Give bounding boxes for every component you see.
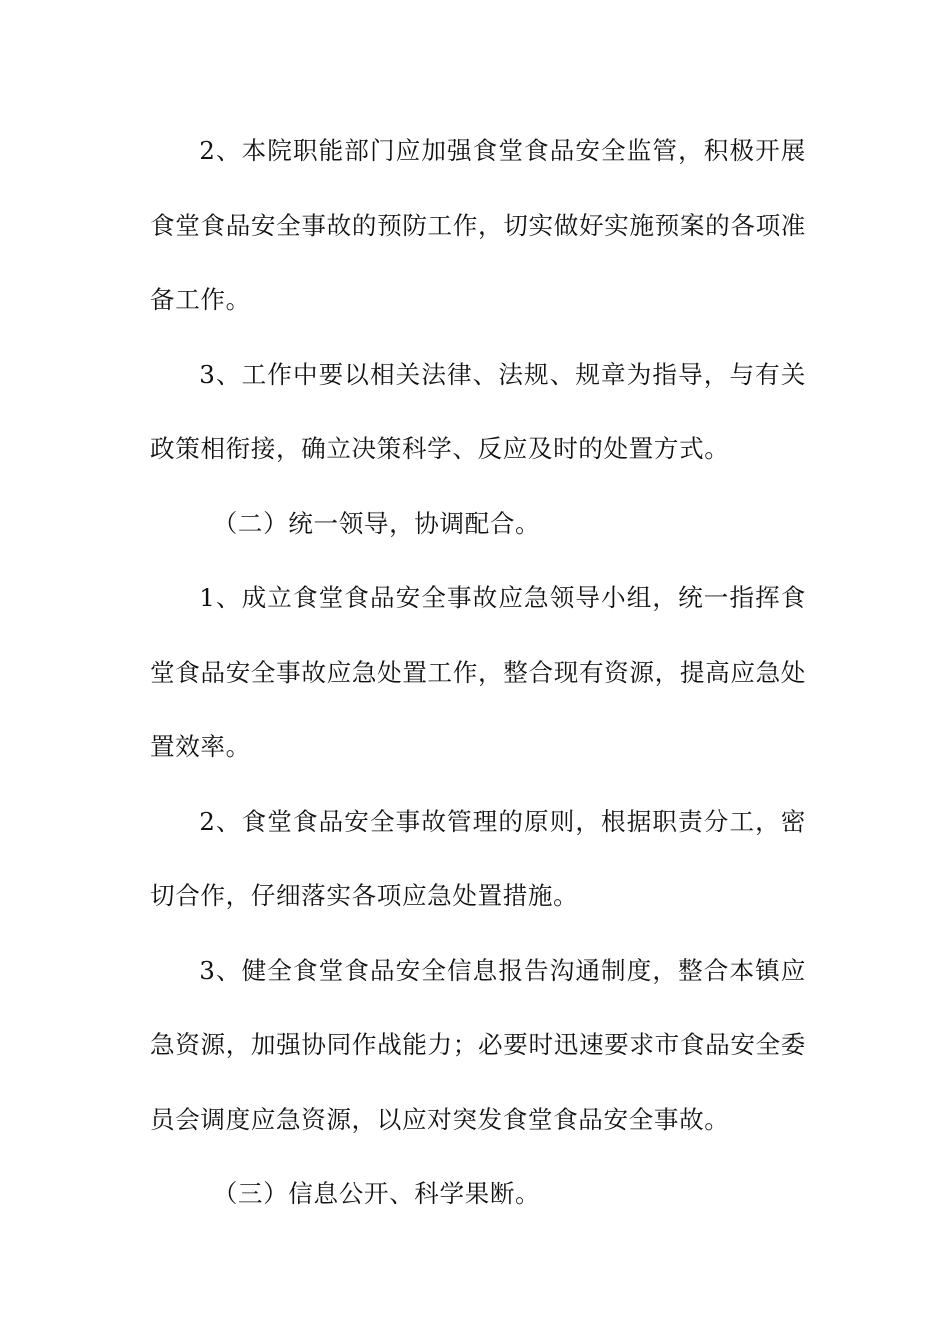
paragraph-item-3-reporting-system: 3、健全食堂食品安全信息报告沟通制度，整合本镇应急资源，加强协同作战能力；必要时迅速要求市食品安全委员会调度应急资源，以应对突发食堂食品安全事故。: [150, 955, 806, 1134]
section-heading-unified-leadership: （二）统一领导，协调配合。: [212, 508, 541, 538]
paragraph-item-3-legal-basis: 3、工作中要以相关法律、法规、规章为指导，与有关政策相衔接，确立决策科学、反应及时的处置方式。: [150, 359, 806, 463]
paragraph-item-2-supervision: 2、本院职能部门应加强食堂食品安全监管，积极开展食堂食品安全事故的预防工作，切实做好实施预案的各项准备工作。: [150, 136, 806, 314]
document-body: [150, 114, 806, 1232]
paragraph-item-2-cooperation: 2、食堂食品安全事故管理的原则，根据职责分工，密切合作，仔细落实各项应急处置措施。: [150, 806, 806, 910]
paragraph-item-1-leadership-group: 1、成立食堂食品安全事故应急领导小组，统一指挥食堂食品安全事故应急处置工作，整合现有资源，提高应急处置效率。: [150, 583, 806, 761]
section-heading-information-disclosure: （三）信息公开、科学果断。: [212, 1179, 541, 1208]
